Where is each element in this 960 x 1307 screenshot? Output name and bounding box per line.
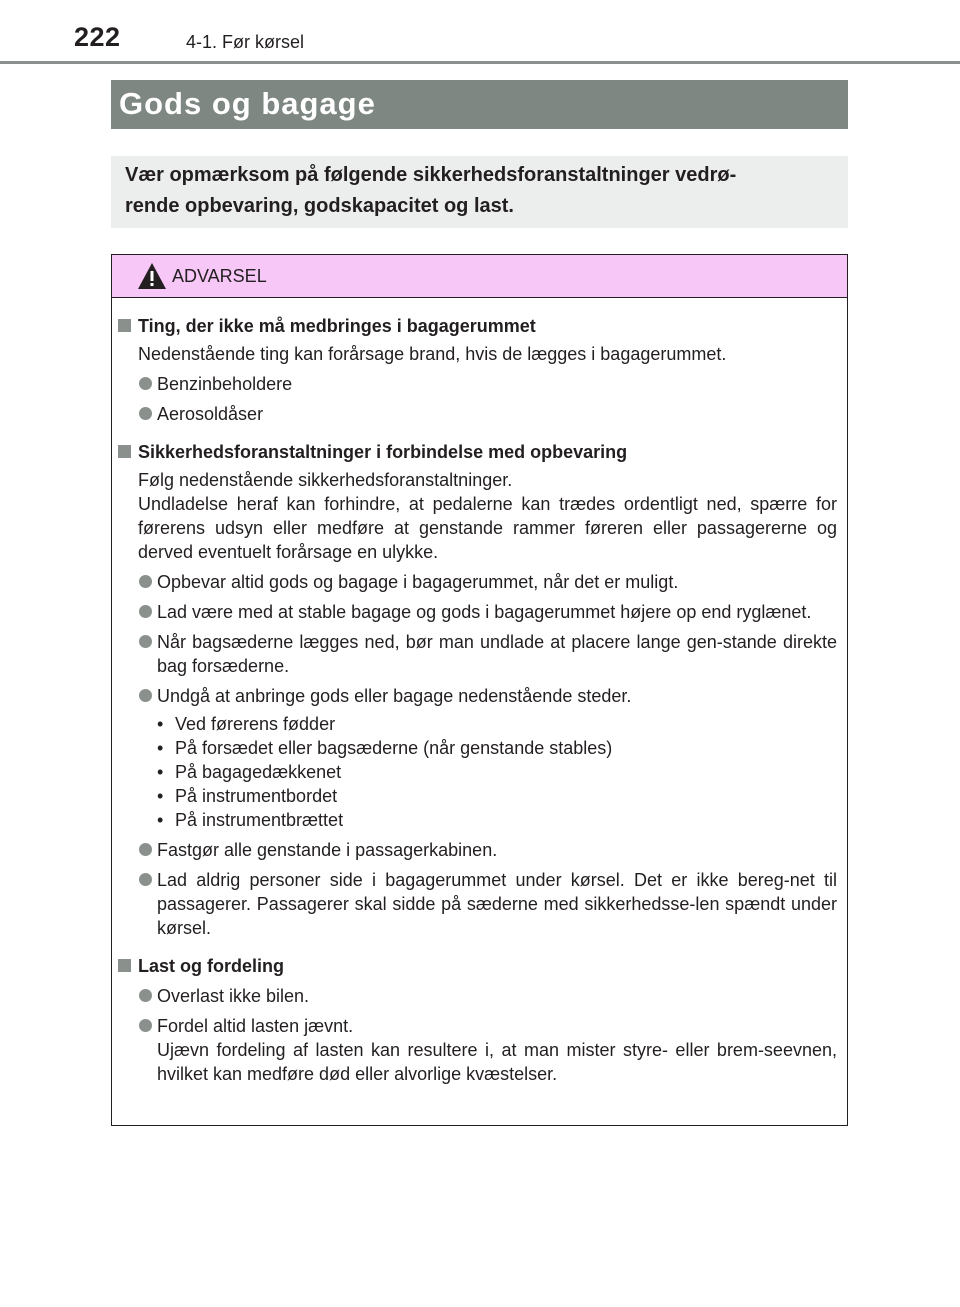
intro-text: [125, 160, 837, 222]
list-item: Lad aldrig personer side i bagagerummet under kørsel. Det er ikke bereg-net til passagerer. Passagerer skal sidde på sæderne med sikkerhedsse-len spændt under kørsel.: [112, 868, 847, 940]
sub-list-item: • På instrumentbrættet: [157, 810, 344, 830]
sub-list-item: • På bagagedækkenet: [157, 762, 342, 782]
square-bullet-icon: [118, 319, 131, 332]
list-item: Lad være med at stable bagage og gods i bagagerummet højere op end ryglænet.: [112, 600, 847, 624]
round-bullet-icon: [139, 689, 152, 702]
section-heading: Sikkerhedsforanstaltninger i forbindelse med opbevaring: [112, 440, 847, 464]
list-item: Når bagsæderne lægges ned, bør man undlade at placere lange gen-stande direkte bag forsæderne.: [112, 630, 847, 678]
chapter-label: 4-1. Før kørsel: [186, 32, 305, 52]
list-item: Opbevar altid gods og bagage i bagagerummet, når det er muligt.: [112, 570, 847, 594]
list-item: Benzinbeholdere: [112, 372, 847, 396]
round-bullet-icon: [139, 575, 152, 588]
header-divider: [0, 61, 960, 64]
list-item: Fastgør alle genstande i passagerkabinen.: [112, 838, 847, 862]
warning-header: [112, 255, 847, 298]
section-title: Gods og bagage: [119, 86, 376, 121]
section-title-bar: [111, 80, 848, 129]
round-bullet-icon: [139, 843, 152, 856]
warning-label: ADVARSEL: [172, 266, 267, 286]
intro-line: Vær opmærksom på følgende sikkerhedsforanstaltninger vedrø-: [125, 164, 737, 186]
round-bullet-icon: [139, 605, 152, 618]
paragraph: Følg nedenstående sikkerhedsforanstaltninger. Undladelse heraf kan forhindre, at pedalerne kan trædes ordentligt ned, spærre for førerens udsyn eller medføre at genstande rammer føreren eller passagererne og derved eventuelt forårsage en ulykke.: [138, 470, 837, 562]
list-item: Overlast ikke bilen.: [112, 984, 847, 1008]
round-bullet-icon: [139, 989, 152, 1002]
page-number: 222: [74, 22, 121, 52]
sub-list-item: • På forsædet eller bagsæderne (når genstande stables): [157, 738, 613, 758]
list-item: Undgå at anbringe gods eller bagage nedenstående steder.: [112, 684, 847, 708]
intro-box: [111, 156, 848, 228]
section-heading: Last og fordeling: [112, 954, 847, 978]
paragraph: Nedenstående ting kan forårsage brand, hvis de lægges i bagagerummet.: [138, 344, 727, 364]
warning-body: [112, 298, 847, 1086]
round-bullet-icon: [139, 377, 152, 390]
round-bullet-icon: [139, 1019, 152, 1032]
list-item: Fordel altid lasten jævnt. Ujævn fordeling af lasten kan resultere i, at man mister styre- eller brem-seevnen, hvilket kan medføre død eller alvorlige kvæstelser.: [112, 1014, 847, 1086]
warning-triangle-icon: [137, 262, 167, 290]
round-bullet-icon: [139, 873, 152, 886]
square-bullet-icon: [118, 445, 131, 458]
sub-list-item: • På instrumentbordet: [157, 786, 338, 806]
section-heading: Ting, der ikke må medbringes i bagagerummet: [112, 314, 847, 338]
square-bullet-icon: [118, 959, 131, 972]
round-bullet-icon: [139, 407, 152, 420]
list-item: Aerosoldåser: [112, 402, 847, 426]
sub-list: [112, 712, 847, 832]
sub-list-item: • Ved førerens fødder: [157, 714, 336, 734]
round-bullet-icon: [139, 635, 152, 648]
warning-box: [111, 254, 848, 1126]
intro-line: rende opbevaring, godskapacitet og last.: [125, 195, 514, 217]
